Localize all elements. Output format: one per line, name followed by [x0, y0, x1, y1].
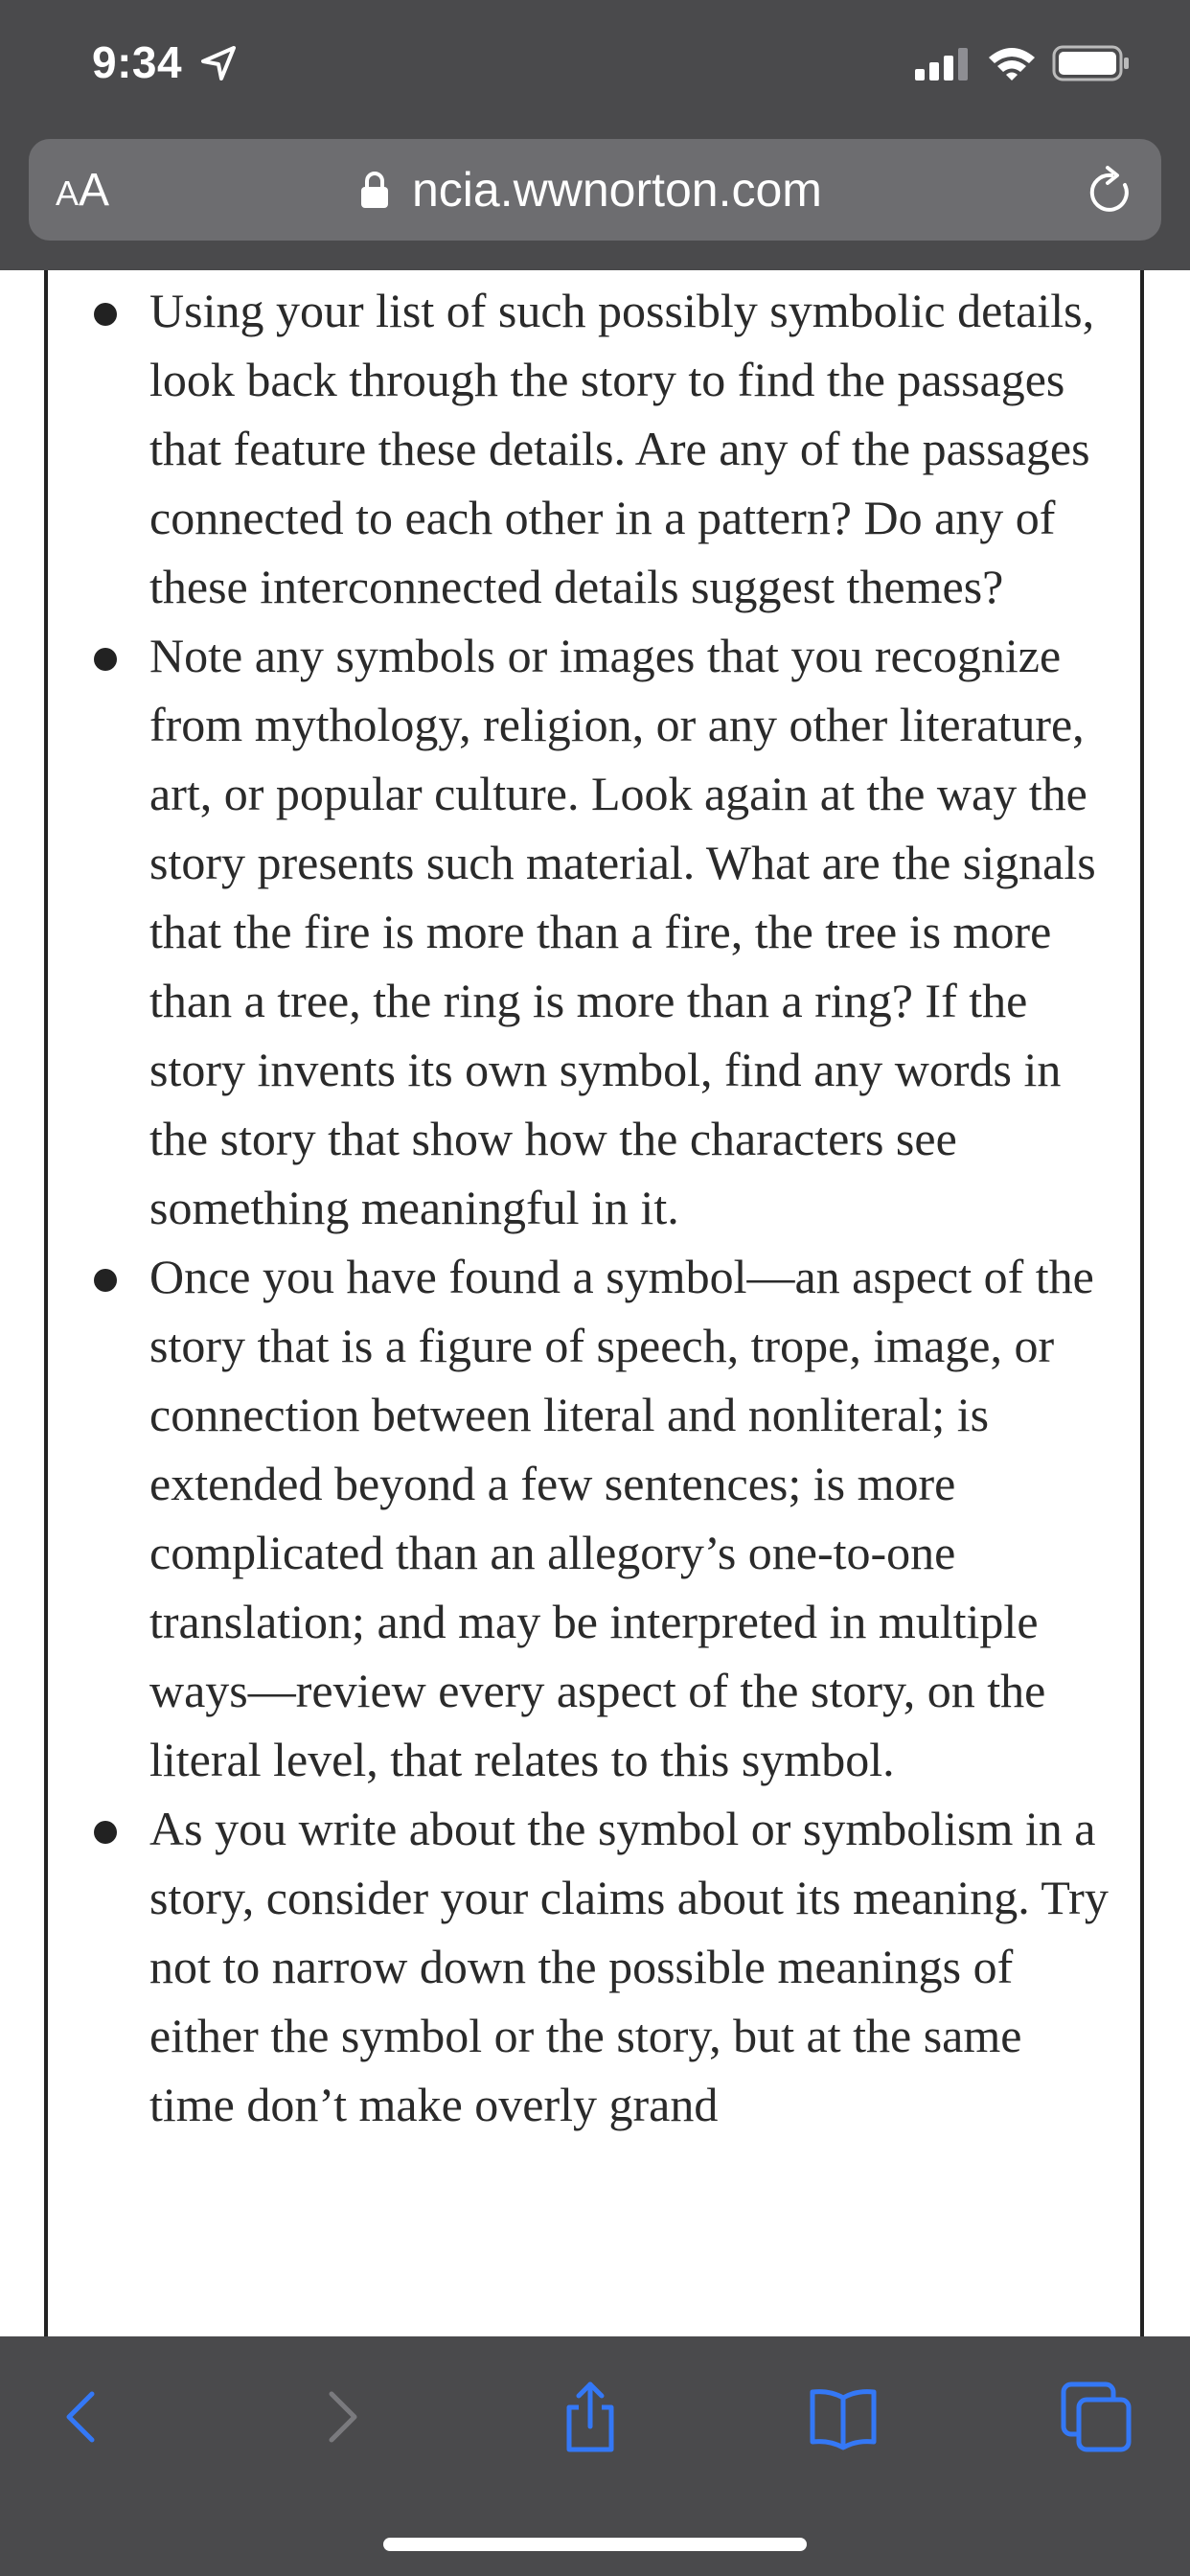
url-domain[interactable]: ncia.wwnorton.com: [412, 163, 822, 217]
wifi-icon: [987, 44, 1037, 82]
lock-icon: [359, 170, 390, 210]
back-chevron-icon[interactable]: [44, 2379, 121, 2455]
home-indicator[interactable]: [383, 2538, 807, 2551]
list-item: [48, 1794, 1140, 2139]
page-content: [44, 270, 1144, 2336]
bullet-dot: [94, 1821, 117, 1844]
reload-icon[interactable]: [1087, 164, 1136, 218]
reader-options-button[interactable]: [56, 164, 132, 218]
tabs-icon[interactable]: [1058, 2379, 1134, 2455]
bullet-list: [48, 276, 1140, 2139]
status-time: 9:34: [92, 37, 183, 87]
bullet-text: Once you have found a symbol—an aspect of the story that is a figure of speech, trope, image, or connection between literal and nonliteral; is extended beyond a few sentences; is more complicated than an allegory’s one-to-one translation; and may be interpreted in multiple ways—review every aspect of the story, on the literal level, that relates to this symbol.: [149, 1250, 1094, 1786]
location-arrow-icon: [199, 44, 238, 82]
aa-large-letter: A: [79, 165, 110, 216]
aa-small-letter: A: [56, 173, 80, 213]
bullet-text: Using your list of such possibly symbolic details, look back through the story to find the passages that feature these details. Are any of the passages connected to each other in a pattern? Do any of these interconnected details suggest themes?: [149, 284, 1095, 613]
cellular-signal-icon: [915, 48, 969, 80]
bullet-text: Note any symbols or images that you recognize from mythology, religion, or any other literature, art, or popular culture. Look again at the way the story presents such material. What are the signals that the fire is more than a fire, the tree is more than a tree, the ring is more than a ring? If the story invents its own symbol, find any words in the story that show how the characters see something meaningful in it.: [149, 629, 1096, 1234]
status-bar: [0, 0, 1190, 129]
list-item: [48, 276, 1140, 621]
bullet-dot: [94, 303, 117, 326]
list-item: [48, 1242, 1140, 1794]
list-item: [48, 621, 1140, 1242]
address-bar[interactable]: [29, 139, 1161, 241]
forward-chevron-icon[interactable]: [303, 2379, 379, 2455]
battery-icon: [1052, 44, 1131, 82]
bullet-dot: [94, 1269, 117, 1292]
bookmarks-icon[interactable]: [805, 2379, 881, 2455]
browser-top-chrome: [0, 0, 1190, 270]
share-icon[interactable]: [552, 2379, 629, 2455]
bullet-text: As you write about the symbol or symbolism in a story, consider your claims about its meaning. Try not to narrow down the possible meanings of either the symbol or the story, but at the same time don’t make overly grand: [149, 1802, 1109, 2131]
bullet-dot: [94, 648, 117, 671]
